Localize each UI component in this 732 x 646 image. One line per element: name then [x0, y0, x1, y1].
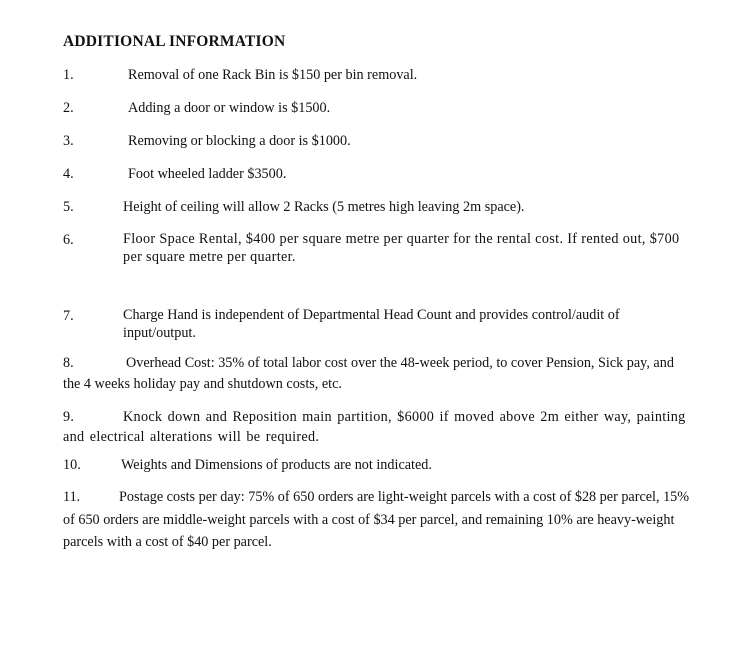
- item-text: Overhead Cost: 35% of total labor cost over the 48-week period, to cover Pension, Sick pay, and the 4 weeks holiday pay and shutdown costs, etc.: [63, 355, 674, 392]
- item-number: 5.: [63, 199, 74, 215]
- item-paragraph: [63, 407, 693, 447]
- item-text: Foot wheeled ladder $3500.: [128, 166, 287, 182]
- list-item: [63, 407, 693, 447]
- item-number: 4.: [63, 166, 74, 182]
- item-number: 2.: [63, 100, 74, 116]
- item-number: 1.: [63, 67, 74, 83]
- section-heading: ADDITIONAL INFORMATION: [63, 33, 286, 50]
- item-number: 6.: [63, 232, 74, 248]
- item-text: Weights and Dimensions of products are not indicated.: [121, 457, 432, 473]
- item-text: Floor Space Rental, $400 per square metre per quarter for the rental cost. If rented out, $700 per square metre per quarter.: [123, 231, 680, 265]
- item-text: Removing or blocking a door is $1000.: [128, 133, 351, 149]
- item-number: 7.: [63, 308, 74, 324]
- item-paragraph: [63, 353, 693, 395]
- item-text: Removal of one Rack Bin is $150 per bin removal.: [128, 67, 418, 83]
- item-number: 10.: [63, 457, 81, 473]
- item-text: Postage costs per day: 75% of 650 orders are light-weight parcels with a cost of $28 per parcel, 15% of 650 orders are middle-weight parcels with a cost of $34 per parcel, and remaining 10% are heavy-weight parcels with a cost of $40 per parcel.: [63, 489, 690, 550]
- list-item: [63, 486, 693, 554]
- item-number: 3.: [63, 133, 74, 149]
- item-number: 11.: [63, 489, 81, 505]
- item-text: Charge Hand is independent of Departmental Head Count and provides control/audit of input/output.: [123, 307, 620, 341]
- item-paragraph: [63, 486, 693, 554]
- item-text: Adding a door or window is $1500.: [128, 100, 331, 116]
- item-number: 8.: [63, 355, 74, 371]
- item-text: Height of ceiling will allow 2 Racks (5 metres high leaving 2m space).: [123, 199, 525, 215]
- list-item: [63, 353, 693, 395]
- item-text: Knock down and Reposition main partition, $6000 if moved above 2m either way, painting and electrical alterations will be required.: [63, 409, 686, 445]
- item-number: 9.: [63, 409, 75, 425]
